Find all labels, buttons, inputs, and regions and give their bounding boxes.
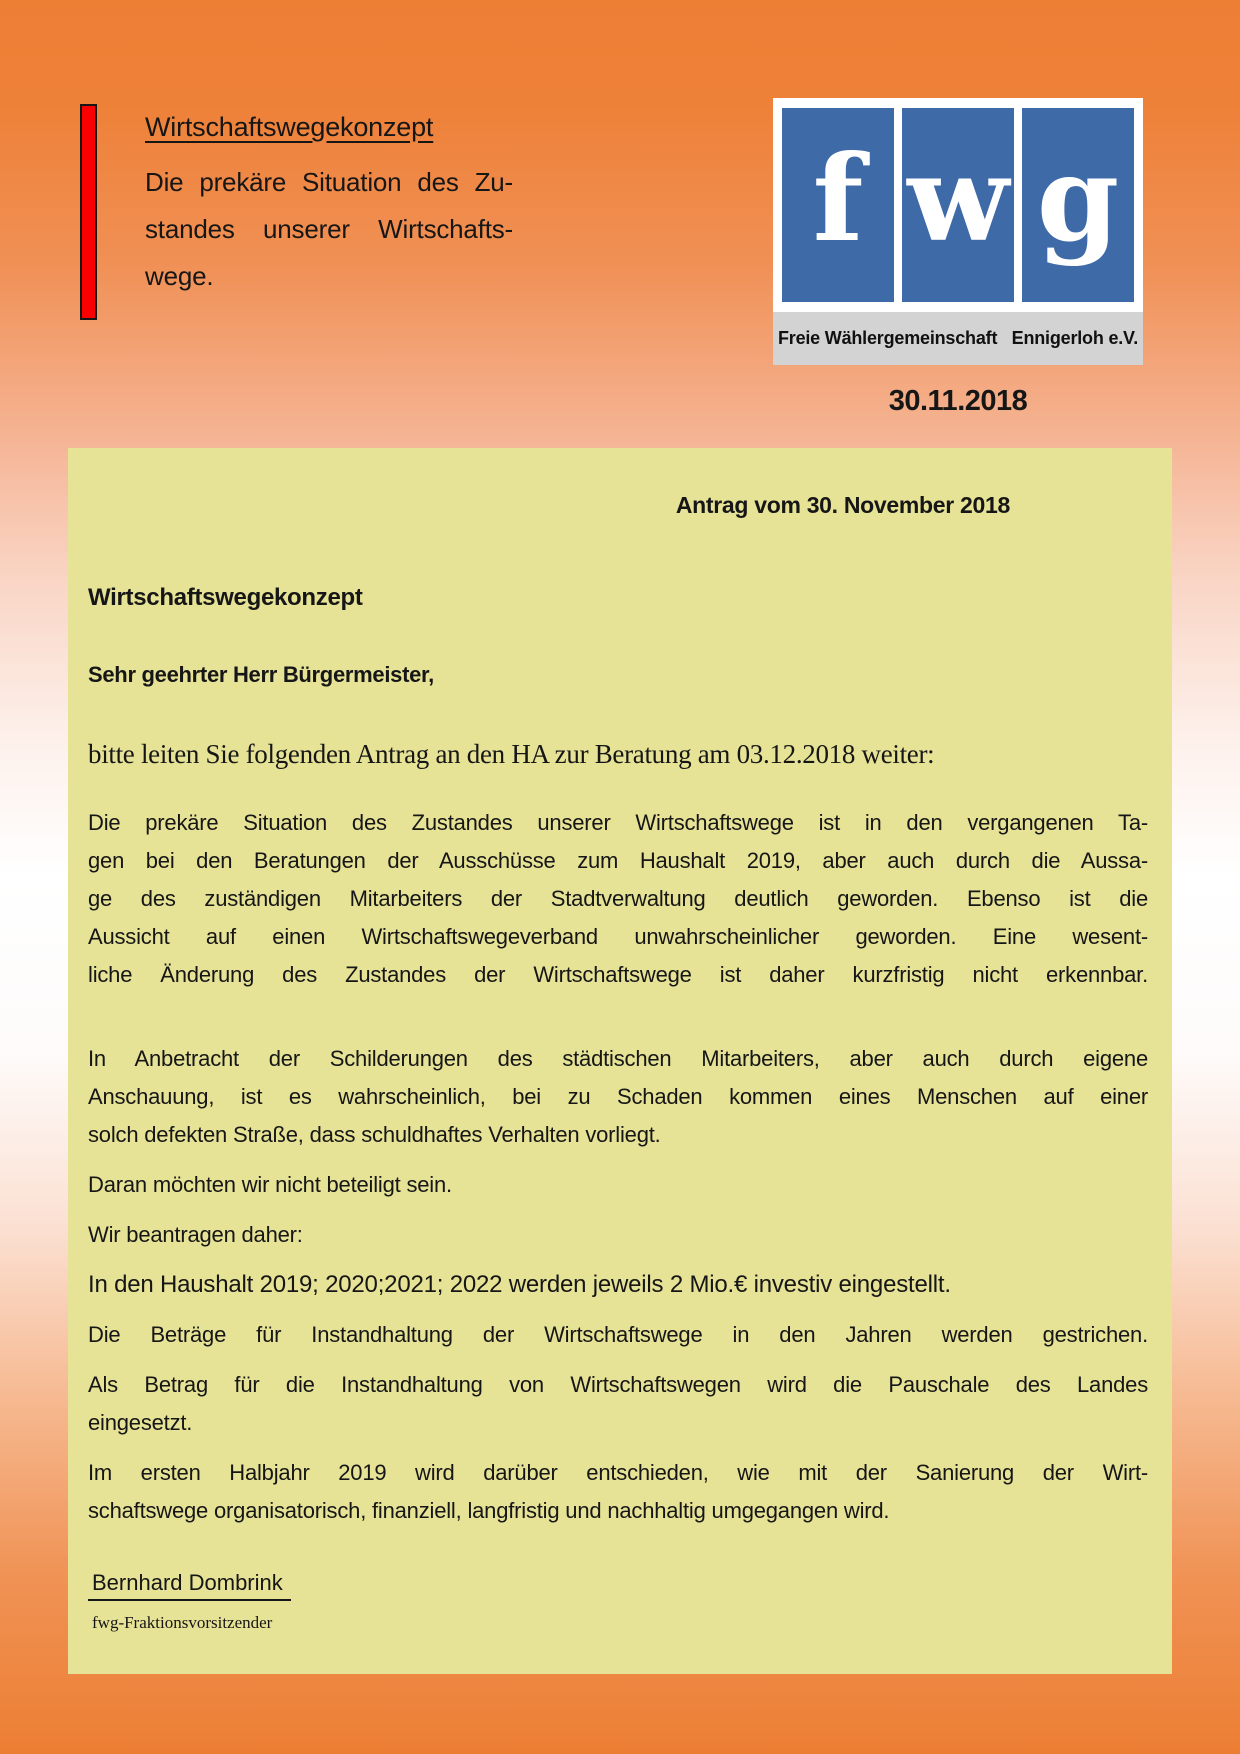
logo-letter-f: f [812,129,864,268]
text-line: liche Änderung des Zustandes der Wirtschaftswege ist daher kurzfristig nicht erkennbar. [88,962,1148,987]
letter-body [88,804,1148,1530]
letter-paragraph [88,1266,1148,1304]
letter-paragraph [88,804,1148,994]
letter-box [68,448,1172,1674]
logo-panel-f [782,108,894,302]
text-line: Daran möchten wir nicht beteiligt sein. [88,1172,452,1197]
text-line: gen bei den Beratungen der Ausschüsse zum Haushalt 2019, aber auch durch die Aussa- [88,848,1148,873]
text-line: Die Beträge für Instandhaltung der Wirtschaftswege in den Jahren werden gestrichen. [88,1322,1148,1347]
header-highlight-bar [80,104,97,320]
logo-letter-g: g [1036,129,1120,268]
text-line: ge des zuständigen Mitarbeiters der Stadtverwaltung deutlich geworden. Ebenso ist die [88,886,1148,911]
text-line: Im ersten Halbjahr 2019 wird darüber entschieden, wie mit der Sanierung der Wirt- [88,1460,1148,1485]
text-line: Wir beantragen daher: [88,1222,303,1247]
signature-name: Bernhard Dombrink [88,1570,291,1601]
letter-paragraph [88,1166,1148,1204]
logo-panel-g [1022,108,1134,302]
text-line: Aussicht auf einen Wirtschaftswegeverband unwahrscheinlicher geworden. Eine wesent- [88,924,1148,949]
signature-role: fwg-Fraktionsvorsitzender [92,1613,273,1632]
text-line: Als Betrag für die Instandhaltung von Wirtschaftswegen wird die Pauschale des Landes [88,1372,1148,1397]
header-title: Wirtschaftswegekonzept [145,112,434,142]
text-line: Die prekäre Situation des Zustandes unserer Wirtschaftswege ist in den vergangenen Ta- [88,810,1148,835]
header-subtitle [145,159,513,300]
text-line: In den Haushalt 2019; 2020;2021; 2022 werden jeweils 2 Mio.€ investiv eingestellt. [88,1271,951,1298]
signature-block [88,1570,1148,1633]
letter-salutation: Sehr geehrter Herr Bürgermeister, [88,662,434,687]
logo-caption: Freie Wählergemeinschaft Ennigerloh e.V. [773,312,1143,365]
text-line: In Anbetracht der Schilderungen des städtischen Mitarbeiters, aber auch durch eigene [88,1046,1148,1071]
text-line: schaftswege organisatorisch, finanziell, langfristig und nachhaltig umgegangen wird. [88,1498,890,1523]
text-line: wege. [145,261,214,291]
letter-intro: bitte leiten Sie folgenden Antrag an den HA zur Beratung am 03.12.2018 weiter: [88,739,935,769]
text-line: Die prekäre Situation des Zu- [145,167,513,197]
letter-date-line: Antrag vom 30. November 2018 [675,492,1010,518]
text-line: eingesetzt. [88,1410,193,1435]
letter-subject: Wirtschaftswegekonzept [88,584,363,611]
fwg-logo-panels [773,98,1143,312]
logo-panel-w [902,108,1014,302]
letter-paragraph [88,1366,1148,1442]
fwg-logo [773,98,1143,365]
text-line: solch defekten Straße, dass schuldhaftes Verhalten vorliegt. [88,1122,661,1147]
header-title-block [145,112,513,300]
letter-paragraph [88,1216,1148,1254]
letter-paragraph [88,1454,1148,1530]
text-line: Anschauung, ist es wahrscheinlich, bei zu Schaden kommen eines Menschen auf einer [88,1084,1148,1109]
text-line: standes unserer Wirtschafts- [145,214,513,244]
letter-paragraph [88,1316,1148,1354]
document-date: 30.11.2018 [888,385,1028,417]
logo-letter-w: w [907,129,1009,268]
letter-paragraph [88,1040,1148,1154]
